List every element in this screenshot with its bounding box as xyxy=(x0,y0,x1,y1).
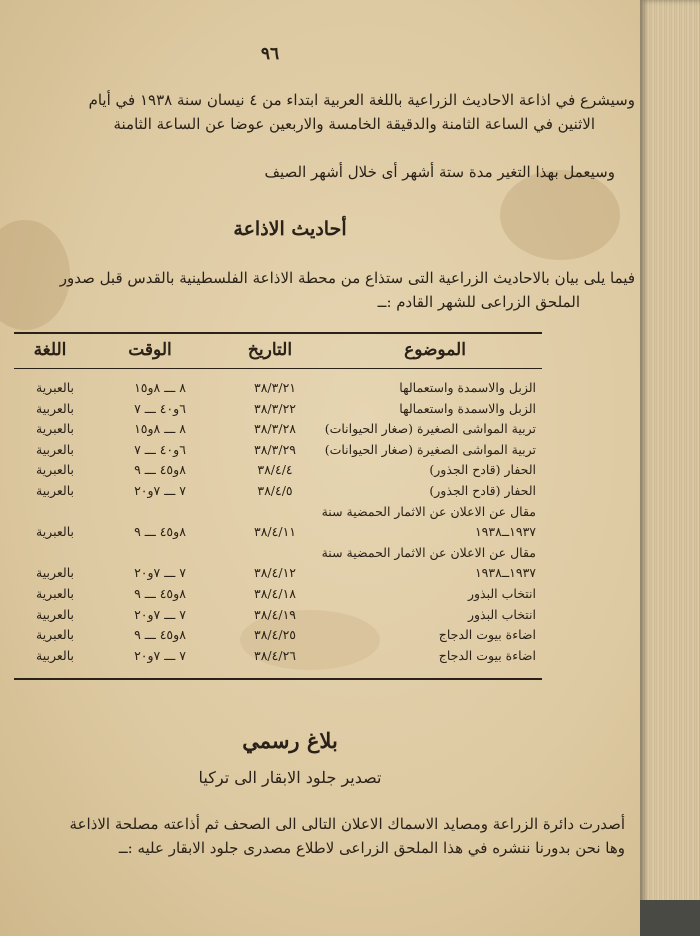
header-subject: الموضوع xyxy=(404,340,466,360)
cell-subject: ١٩٣٧ــ١٩٣٨ xyxy=(474,565,536,581)
cell-language: بالعبرية xyxy=(36,462,74,478)
cell-subject: الزبل والاسمدة واستعمالها xyxy=(399,400,536,416)
table-row xyxy=(20,524,536,545)
table-row xyxy=(20,504,536,525)
cell-date: ٣٨/٣/٢١ xyxy=(254,380,296,395)
cell-date: ٣٨/٤/٤ xyxy=(257,462,293,478)
schedule-table-body xyxy=(20,380,536,668)
cell-subject: الحفار (قادح الجذور) xyxy=(429,482,536,498)
cell-language: بالعربية xyxy=(36,647,74,663)
table-row xyxy=(20,442,536,463)
cell-subject: مقال عن الاعلان عن الاثمار الحمضية سنة xyxy=(321,503,536,519)
notice-line-1: أصدرت دائرة الزراعة ومصايد الاسماك الاعلان التالى الى الصحف ثم أذاعته مصلحة الاذاعة xyxy=(69,815,625,833)
cell-date: ٣٨/٤/١٨ xyxy=(254,585,296,601)
table-header-rule xyxy=(14,368,542,369)
table-row xyxy=(20,565,536,586)
table-top-rule xyxy=(14,332,542,334)
table-row xyxy=(20,627,536,648)
cell-time: ٦و٤٠ ـــ ٧ xyxy=(134,441,186,457)
cell-date: ٣٨/٣/٢٢ xyxy=(254,400,296,416)
cell-date: ٣٨/٤/٥ xyxy=(257,482,293,498)
cell-time: ٨و٤٥ ـــ ٩ xyxy=(134,462,186,478)
table-row xyxy=(20,648,536,669)
cell-language: بالعربية xyxy=(36,482,74,498)
cell-date: ٣٨/٣/٢٨ xyxy=(254,421,296,437)
cell-date: ٣٨/٤/٢٦ xyxy=(254,647,296,663)
table-row xyxy=(20,586,536,607)
cell-language: بالعبرية xyxy=(36,524,74,540)
table-row xyxy=(20,401,536,422)
header-date: التاريخ xyxy=(247,340,293,360)
cell-time: ٧ ـــ ٧و٢٠ xyxy=(134,647,186,663)
cell-subject: انتخاب البذور xyxy=(467,585,536,601)
table-row xyxy=(20,483,536,504)
cell-time: ٨و٤٥ ـــ ٩ xyxy=(134,585,186,601)
cell-date: ٣٨/٤/١٢ xyxy=(254,565,296,581)
cell-time: ٨ ـــ ٨و١٥ xyxy=(134,380,186,395)
cell-subject: الحفار (قادح الجذور) xyxy=(429,462,536,478)
cell-subject: الزبل والاسمدة واستعمالها xyxy=(399,380,536,395)
cell-subject: تربية المواشى الصغيرة (صغار الحيوانات) xyxy=(324,441,536,457)
intro-line-2: الاثنين في الساعة الثامنة والدقيقة الخامسة والاربعين عوضا عن الساعة الثامنة xyxy=(113,115,595,133)
book-cover-corner xyxy=(640,900,700,936)
section-intro-line-1: فيما يلى بيان بالاحاديث الزراعية التى ستذاع من محطة الاذاعة الفلسطينية بالقدس قبل صدور xyxy=(59,269,635,287)
table-row xyxy=(20,545,536,566)
section-intro-line-2: الملحق الزراعى للشهر القادم :ــ xyxy=(377,293,580,311)
cell-time: ٦و٤٠ ـــ ٧ xyxy=(134,400,186,416)
page-number: ٩٦ xyxy=(260,44,280,64)
notice-line-2: وها نحن بدورنا ننشره في هذا الملحق الزراعى لاطلاع مصدرى جلود الابقار عليه :ــ xyxy=(118,839,625,857)
header-time: الوقت xyxy=(128,340,172,360)
cell-language: بالعربية xyxy=(36,400,74,416)
table-row xyxy=(20,380,536,401)
table-bottom-rule xyxy=(14,678,542,680)
table-row xyxy=(20,462,536,483)
cell-time: ٨ ـــ ٨و١٥ xyxy=(134,421,186,437)
cell-language: بالعربية xyxy=(36,606,74,622)
intro-line-3: وسيعمل بهذا التغير مدة ستة أشهر أى خلال أشهر الصيف xyxy=(264,163,615,181)
cell-subject: انتخاب البذور xyxy=(467,606,536,622)
cell-language: بالعبرية xyxy=(36,380,74,395)
cell-time: ٨و٤٥ ـــ ٩ xyxy=(134,524,186,540)
table-row xyxy=(20,421,536,442)
header-language: اللغة xyxy=(33,340,67,360)
notice-title: بلاغ رسمي xyxy=(242,728,338,753)
book-page-edges xyxy=(640,0,700,936)
intro-line-1: وسيشرع في اذاعة الاحاديث الزراعية باللغة العربية ابتداء من ٤ نيسان سنة ١٩٣٨ في أيام xyxy=(88,91,635,109)
cell-subject: اضاءة بيوت الدجاج xyxy=(438,647,536,663)
cell-language: بالعربية xyxy=(36,565,74,581)
cell-language: بالعبرية xyxy=(36,627,74,643)
cell-date: ٣٨/٣/٢٩ xyxy=(254,441,296,457)
cell-subject: ١٩٣٧ــ١٩٣٨ xyxy=(474,524,536,540)
cell-language: بالعبرية xyxy=(36,585,74,601)
cell-time: ٧ ـــ ٧و٢٠ xyxy=(134,606,186,622)
cell-date: ٣٨/٤/١٩ xyxy=(254,606,296,622)
cell-date: ٣٨/٤/٢٥ xyxy=(254,627,296,643)
table-row xyxy=(20,607,536,628)
cell-date: ٣٨/٤/١١ xyxy=(254,524,296,540)
notice-subtitle: تصدير جلود الابقار الى تركيا xyxy=(198,768,382,787)
cell-subject: تربية المواشى الصغيرة (صغار الحيوانات) xyxy=(324,421,536,437)
cell-time: ٧ ـــ ٧و٢٠ xyxy=(134,482,186,498)
cell-language: بالعبرية xyxy=(36,421,74,437)
cell-time: ٧ ـــ ٧و٢٠ xyxy=(134,565,186,581)
cell-subject: مقال عن الاعلان عن الاثمار الحمضية سنة xyxy=(321,544,536,560)
section-title: أحاديث الاذاعة xyxy=(233,218,347,240)
cell-time: ٨و٤٥ ـــ ٩ xyxy=(134,627,186,643)
cell-language: بالعربية xyxy=(36,441,74,457)
cell-subject: اضاءة بيوت الدجاج xyxy=(438,627,536,643)
